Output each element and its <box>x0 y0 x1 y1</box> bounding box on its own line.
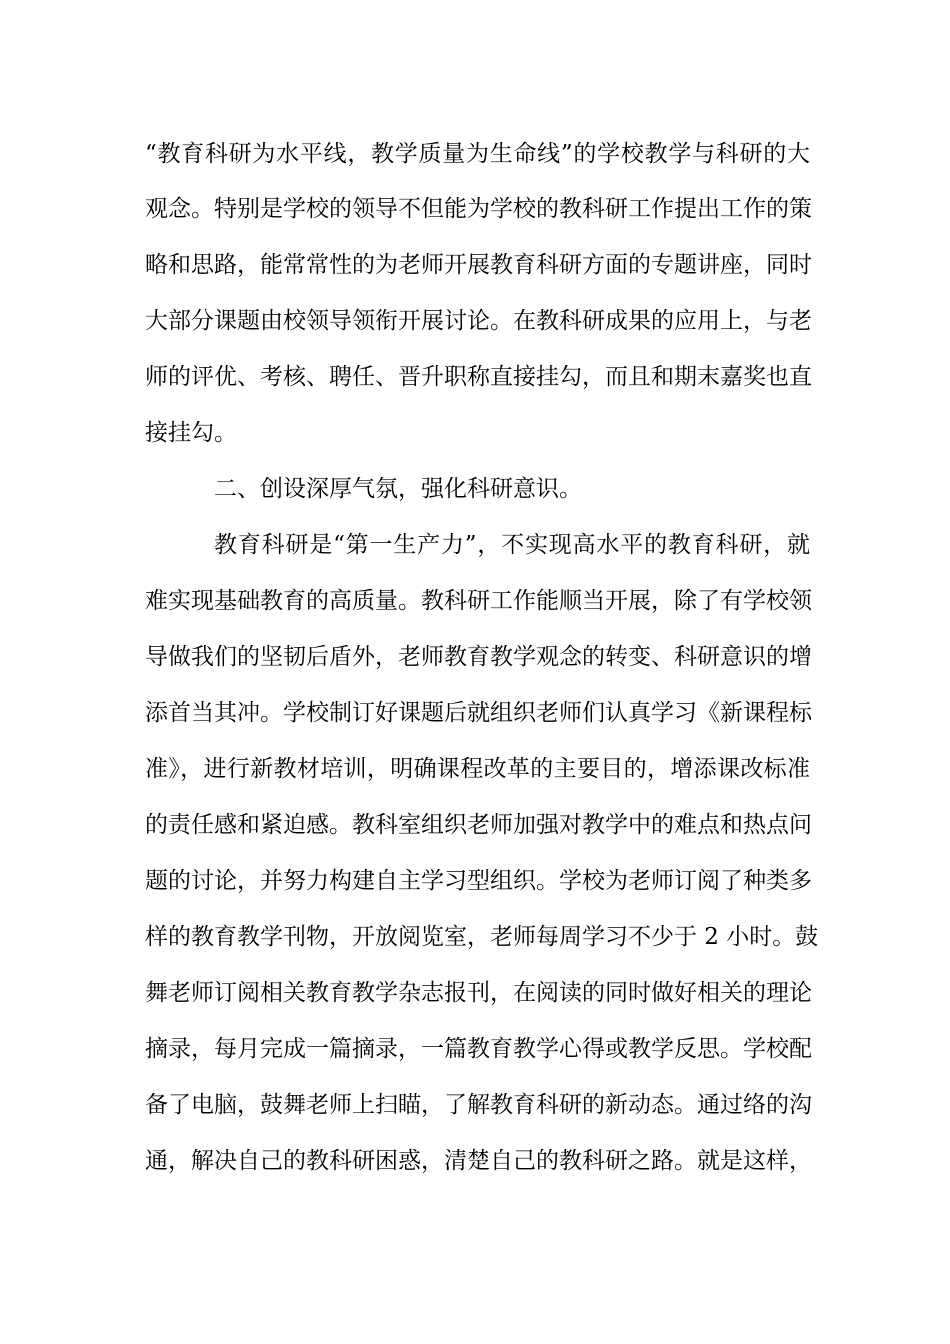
paragraph-line: “教育科研为水平线，教学质量为生命线”的学校教学与科研的大 <box>145 141 810 167</box>
paragraph-line: 备了电脑，鼓舞老师上扫瞄，了解教育科研的新动态。通过络的沟 <box>145 1092 812 1118</box>
paragraph-line: 略和思路，能常常性的为老师开展教育科研方面的专题讲座，同时 <box>145 252 812 278</box>
paragraph-line: 题的讨论，并努力构建自主学习型组织。学校为老师订阅了种类多 <box>145 868 812 894</box>
paragraph-line: 大部分课题由校领导领衔开展讨论。在教科研成果的应用上，与老 <box>145 308 812 334</box>
paragraph-line: 难实现基础教育的高质量。教科研工作能顺当开展，除了有学校领 <box>145 588 812 614</box>
paragraph-line: 导做我们的坚韧后盾外，老师教育教学观念的转变、科研意识的增 <box>145 644 812 670</box>
paragraph-line: 的责任感和紧迫感。教科室组织老师加强对教学中的难点和热点问 <box>145 812 812 838</box>
paragraph-line: 师的评优、考核、聘任、晋升职称直接挂勾，而且和期末嘉奖也直 <box>145 364 812 390</box>
paragraph-line: 舞老师订阅相关教育教学杂志报刊，在阅读的同时做好相关的理论 <box>145 980 812 1006</box>
paragraph-line: 样的教育教学刊物，开放阅览室，老师每周学习不少于 2 小时。鼓 <box>145 924 819 950</box>
paragraph-line: 准》，进行新教材培训，明确课程改革的主要目的，增添课改标准 <box>145 756 810 782</box>
paragraph-line: 教育科研是“第一生产力”，不实现高水平的教育科研，就 <box>214 532 810 558</box>
paragraph-line: 接挂勾。 <box>145 420 237 446</box>
section-heading: 二、创设深厚气氛，强化科研意识。 <box>214 476 582 502</box>
paragraph-line: 摘录，每月完成一篇摘录，一篇教育教学心得或教学反思。学校配 <box>145 1036 812 1062</box>
paragraph-line: 通，解决自己的教科研困惑，清楚自己的教科研之路。就是这样， <box>145 1148 812 1174</box>
paragraph-line: 添首当其冲。学校制订好课题后就组织老师们认真学习《新课程标 <box>145 700 812 726</box>
paragraph-line: 观念。特别是学校的领导不但能为学校的教科研工作提出工作的策 <box>145 196 812 222</box>
